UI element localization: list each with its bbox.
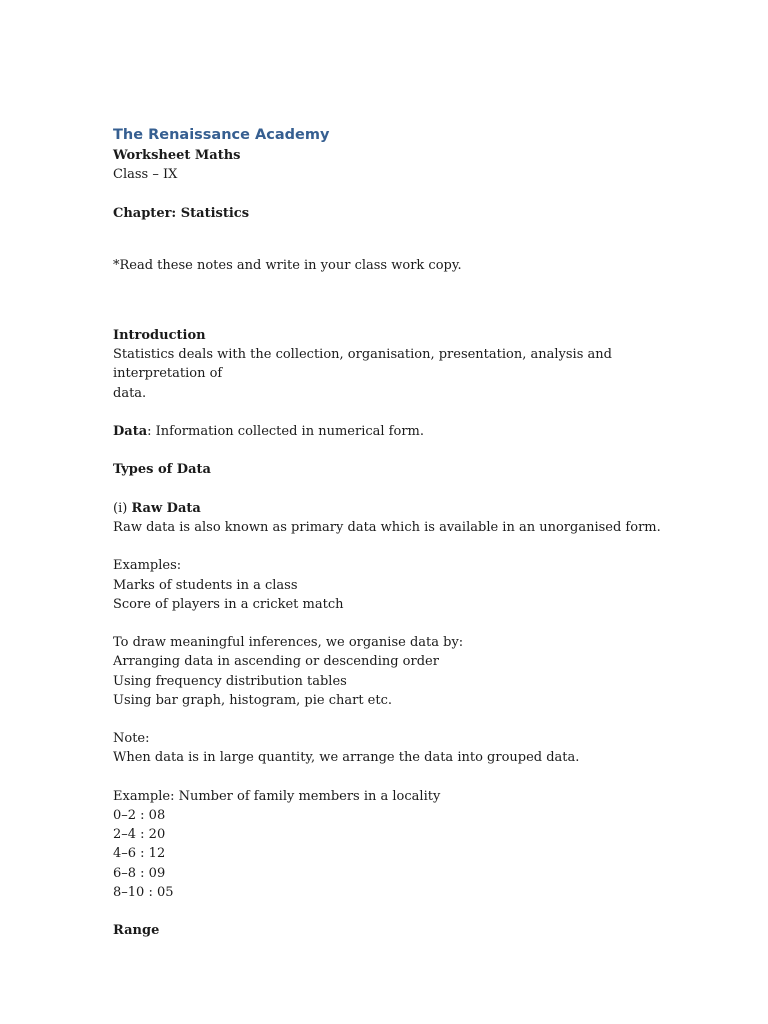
- organise-item: Arranging data in ascending or descending order: [113, 654, 439, 670]
- data-definition: [113, 422, 673, 441]
- raw-data-prefix: (i): [113, 500, 132, 516]
- chapter-title: Chapter: Statistics: [113, 205, 250, 221]
- class-label: Class – IX: [113, 167, 178, 183]
- examples-label: Examples:: [113, 558, 182, 574]
- grouped-row: 2–4 : 20: [113, 827, 166, 843]
- worksheet-title: Worksheet Maths: [113, 148, 241, 163]
- introduction-line-2: data.: [113, 385, 147, 401]
- data-term: Data: [113, 424, 148, 439]
- organise-intro: To draw meaningful inferences, we organise data by:: [113, 635, 464, 651]
- organise-item: Using frequency distribution tables: [113, 673, 347, 689]
- grouped-row: 6–8 : 09: [113, 865, 166, 881]
- grouped-example-label: Example: Number of family members in a locality: [113, 788, 441, 804]
- raw-data-heading: [113, 499, 673, 518]
- organise-item: Using bar graph, histogram, pie chart etc.: [113, 692, 393, 708]
- grouped-row: 8–10 : 05: [113, 884, 174, 900]
- types-of-data-heading: Types of Data: [113, 462, 211, 478]
- grouped-row: 4–6 : 12: [113, 846, 166, 862]
- note-label: Note:: [113, 731, 150, 747]
- example-item: Marks of students in a class: [113, 577, 298, 593]
- worksheet-page: [113, 124, 673, 940]
- data-definition-text: : Information collected in numerical form.: [147, 424, 424, 439]
- example-item: Score of players in a cricket match: [113, 596, 344, 612]
- school-title: The Renaissance Academy: [113, 127, 330, 143]
- raw-data-text: Raw data is also known as primary data which is available in an unorganised form.: [113, 519, 661, 535]
- note-text: When data is in large quantity, we arrange the data into grouped data.: [113, 750, 580, 766]
- introduction-heading: Introduction: [113, 328, 206, 343]
- grouped-row: 0–2 : 08: [113, 807, 166, 823]
- raw-data-title: Raw Data: [131, 500, 201, 516]
- introduction-line-1: Statistics deals with the collection, organisation, presentation, analysis and interpretation of: [113, 347, 612, 382]
- instruction-text: *Read these notes and write in your class work copy.: [113, 257, 462, 273]
- range-heading: Range: [113, 923, 160, 939]
